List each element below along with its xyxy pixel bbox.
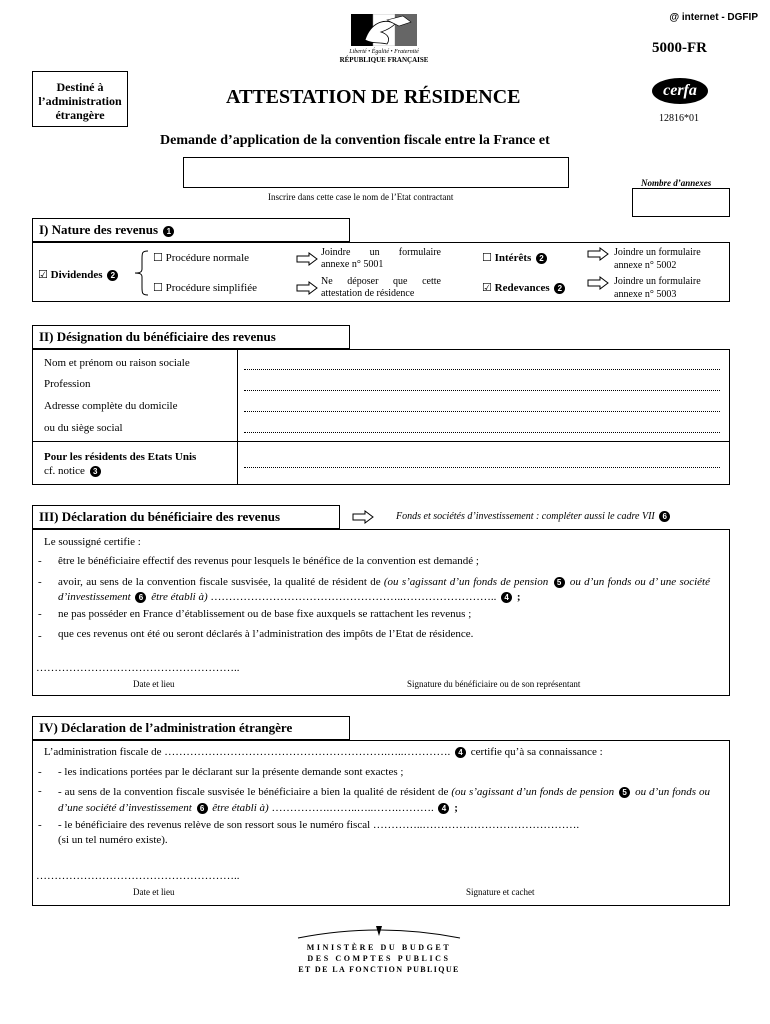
interets-checkbox[interactable]: ☐ bbox=[482, 251, 492, 264]
administration-state-input[interactable]: …………….……..…..…….………. bbox=[271, 802, 434, 814]
administration-date-input[interactable]: ……………………………………………….. bbox=[36, 870, 240, 882]
administration-item-2-c: ou d’un fonds ou d’une société d’investissement bbox=[58, 786, 711, 814]
bullet-dash: - bbox=[38, 630, 42, 642]
section1-header bbox=[32, 218, 350, 242]
administration-item-2 bbox=[58, 784, 710, 816]
cerfa-number: 12816*01 bbox=[659, 113, 699, 124]
note-2-icon: 2 bbox=[536, 253, 547, 264]
ne-pas-deposer-line1: Ne déposer que cette bbox=[321, 276, 441, 287]
procedure-normale-checkbox[interactable]: ☐ bbox=[153, 251, 163, 264]
arrow-right-icon bbox=[296, 281, 318, 295]
beneficiary-address-input[interactable] bbox=[244, 411, 720, 412]
cerfa-logo bbox=[652, 78, 708, 104]
form-number: 5000-FR bbox=[652, 40, 707, 56]
destination-line2: l’administration bbox=[38, 94, 122, 108]
section1-title: I) Nature des revenus bbox=[39, 222, 159, 237]
declaration-item-1: être le bénéficiaire effectif des revenus pour lesquels le bénéfice de la convention est demandé ; bbox=[58, 555, 479, 567]
joindre-5001-line2: annexe n° 5001 bbox=[321, 259, 384, 270]
declaration-item-2-b: (ou s’agissant d’un fonds de pension bbox=[383, 576, 549, 588]
republique-logo bbox=[334, 14, 434, 72]
note-6-icon: 6 bbox=[659, 511, 670, 522]
bullet-dash: - bbox=[38, 819, 42, 831]
beneficiary-seat-label: ou du siège social bbox=[44, 422, 123, 434]
note-5-icon: 5 bbox=[554, 577, 565, 588]
redevances-checkbox[interactable]: ☑ bbox=[482, 281, 492, 294]
joindre-5003-text bbox=[614, 275, 701, 301]
beneficiary-name-input[interactable] bbox=[244, 369, 720, 370]
interets-label: Intérêts bbox=[494, 252, 532, 264]
destination-line1: Destiné à bbox=[56, 80, 104, 94]
dividendes-label: Dividendes bbox=[50, 269, 103, 281]
destination-line3: étrangère bbox=[55, 108, 105, 122]
note-1-icon: 1 bbox=[163, 226, 174, 237]
dividendes-option[interactable] bbox=[38, 268, 120, 281]
note-4-icon: 4 bbox=[438, 803, 449, 814]
declaration-item-3: ne pas posséder en France d’établissement ou de base fixe auxquels se rattachent les revenus ; bbox=[58, 608, 472, 620]
administration-item-2-d: être établi à) bbox=[212, 802, 269, 814]
state-input[interactable] bbox=[183, 157, 569, 188]
beneficiary-date-input[interactable]: ……………………………………………….. bbox=[36, 662, 240, 674]
note-6-icon: 6 bbox=[197, 803, 208, 814]
administration-intro bbox=[44, 746, 603, 758]
joindre-5001-text bbox=[321, 247, 441, 271]
redevances-label: Redevances bbox=[494, 282, 550, 294]
arrow-right-icon bbox=[587, 247, 609, 261]
administration-intro-b: certifie qu’à sa connaissance : bbox=[470, 746, 603, 758]
us-residents-input[interactable] bbox=[244, 467, 720, 468]
semicolon: ; bbox=[516, 591, 521, 603]
investment-funds-text: Fonds et sociétés d’investissement : compléter aussi le cadre VII bbox=[396, 511, 655, 522]
beneficiary-profession-label: Profession bbox=[44, 378, 91, 390]
us-residents-title: Pour les résidents des Etats Unis bbox=[44, 451, 197, 463]
note-4-icon: 4 bbox=[501, 592, 512, 603]
fiscal-number-input[interactable]: …………..……………………………………. bbox=[372, 819, 580, 831]
joindre-5002-line1: Joindre un formulaire bbox=[614, 247, 701, 258]
section2-divider-h bbox=[32, 441, 730, 442]
beneficiary-signature-label: Signature du bénéficiaire ou de son représentant bbox=[407, 679, 581, 689]
bullet-dash: - bbox=[38, 576, 42, 588]
section4-header: IV) Déclaration de l’administration étrangère bbox=[32, 716, 350, 740]
arrow-right-icon bbox=[587, 276, 609, 290]
semicolon: ; bbox=[454, 802, 458, 814]
procedure-simplifiee-option[interactable] bbox=[153, 281, 257, 294]
declaration-item-2-c: ou d’un fonds ou d’ une société d’investissement bbox=[58, 576, 710, 603]
redevances-option[interactable] bbox=[482, 281, 567, 294]
ministry-line3: ET DE LA FONCTION PUBLIQUE bbox=[298, 965, 460, 974]
ministry-emblem-icon bbox=[294, 924, 464, 942]
note-2-icon: 2 bbox=[107, 270, 118, 281]
beneficiary-profession-input[interactable] bbox=[244, 390, 720, 391]
note-6-icon: 6 bbox=[135, 592, 146, 603]
page-title: ATTESTATION DE RÉSIDENCE bbox=[226, 86, 521, 108]
dividendes-checkbox[interactable]: ☑ bbox=[38, 268, 48, 281]
joindre-5002-line2: annexe n° 5002 bbox=[614, 260, 677, 271]
administration-date-label: Date et lieu bbox=[133, 887, 175, 897]
joindre-5003-line2: annexe n° 5003 bbox=[614, 289, 677, 300]
internet-label: @ internet - DGFIP bbox=[669, 12, 758, 23]
residence-state-input[interactable]: ……………………………………………..…………………….. bbox=[210, 591, 497, 603]
procedure-normale-option[interactable] bbox=[153, 251, 249, 264]
ministry-line2: DES COMPTES PUBLICS bbox=[307, 954, 451, 963]
brace-icon bbox=[132, 249, 150, 297]
administration-item-3 bbox=[58, 818, 579, 848]
beneficiary-date-label: Date et lieu bbox=[133, 679, 175, 689]
logo-motto: Liberté • Égalité • Fraternité bbox=[349, 49, 419, 55]
us-residents-notice bbox=[44, 464, 196, 478]
note-5-icon: 5 bbox=[619, 787, 630, 798]
beneficiary-seat-input[interactable] bbox=[244, 432, 720, 433]
bullet-dash: - bbox=[38, 555, 42, 567]
administration-item-2-b: (ou s’agissant d’un fonds de pension bbox=[451, 786, 615, 798]
administration-item-3-a: - le bénéficiaire des revenus relève de son ressort sous le numéro fiscal bbox=[58, 819, 371, 831]
declaration-item-2-d: être établi à) bbox=[151, 591, 208, 603]
cerfa-label: cerfa bbox=[663, 82, 697, 99]
marianne-icon bbox=[351, 14, 417, 46]
note-2-icon: 2 bbox=[554, 283, 565, 294]
beneficiary-name-label: Nom et prénom ou raison sociale bbox=[44, 357, 190, 369]
note-3-icon: 3 bbox=[90, 466, 101, 477]
declaration-item-2 bbox=[58, 575, 710, 605]
ne-pas-deposer-text bbox=[321, 276, 441, 300]
beneficiary-address-label: Adresse complète du domicile bbox=[44, 400, 178, 412]
declaration-item-2-a: avoir, au sens de la convention fiscale susvisée, la qualité de résident de bbox=[58, 576, 381, 588]
arrow-right-icon bbox=[352, 510, 374, 524]
section2-divider-v bbox=[237, 349, 238, 485]
administration-signature-label: Signature et cachet bbox=[466, 887, 535, 897]
subtitle: Demande d’application de la convention fiscale entre la France et bbox=[160, 133, 550, 148]
joindre-5001-line1: Joindre un formulaire bbox=[321, 247, 441, 258]
declaration-item-4: que ces revenus ont été ou seront déclarés à l’administration des impôts de l’Etat de résidence. bbox=[58, 628, 474, 640]
administration-intro-a: L’administration fiscale de bbox=[44, 746, 162, 758]
destination-box bbox=[32, 71, 128, 127]
bullet-dash: - bbox=[38, 785, 42, 797]
note-4-icon: 4 bbox=[455, 747, 466, 758]
section3-header: III) Déclaration du bénéficiaire des revenus bbox=[32, 505, 340, 529]
ne-pas-deposer-line2: attestation de résidence bbox=[321, 288, 415, 299]
joindre-5003-line1: Joindre un formulaire bbox=[614, 276, 701, 287]
administration-item-3-line1 bbox=[58, 818, 579, 833]
administration-item-3-b: (si un tel numéro existe). bbox=[58, 834, 168, 846]
procedure-simplifiee-checkbox[interactable]: ☐ bbox=[153, 281, 163, 294]
us-residents-label bbox=[44, 450, 196, 478]
annexes-label: Nombre d’annexes bbox=[641, 178, 712, 188]
administration-item-2-a: - au sens de la convention fiscale susvisée le bénéficiaire a bien la qualité de résident de bbox=[58, 786, 449, 798]
section2-header: II) Désignation du bénéficiaire des revenus bbox=[32, 325, 350, 349]
bullet-dash: - bbox=[38, 766, 42, 778]
bullet-dash: - bbox=[38, 608, 42, 620]
ministry-line1: MINISTÈRE DU BUDGET bbox=[306, 943, 452, 952]
logo-republic: RÉPUBLIQUE FRANÇAISE bbox=[339, 56, 429, 64]
procedure-simplifiee-label: Procédure simplifiée bbox=[165, 282, 257, 294]
investment-funds-note bbox=[396, 511, 672, 522]
joindre-5002-text bbox=[614, 246, 701, 272]
administration-item-1: - les indications portées par le déclarant sur la présente demande sont exactes ; bbox=[58, 766, 404, 778]
procedure-normale-label: Procédure normale bbox=[165, 252, 250, 264]
administration-name-input[interactable]: …………………………………………………….…..…………. bbox=[164, 746, 451, 758]
arrow-right-icon bbox=[296, 252, 318, 266]
annexes-input[interactable] bbox=[632, 188, 730, 217]
us-notice-text: cf. notice bbox=[44, 465, 85, 477]
interets-option[interactable] bbox=[482, 251, 549, 264]
ministry-logo bbox=[294, 924, 464, 975]
state-instruction: Inscrire dans cette case le nom de l’Etat contractant bbox=[268, 192, 454, 202]
declaration-intro: Le soussigné certifie : bbox=[44, 536, 141, 548]
